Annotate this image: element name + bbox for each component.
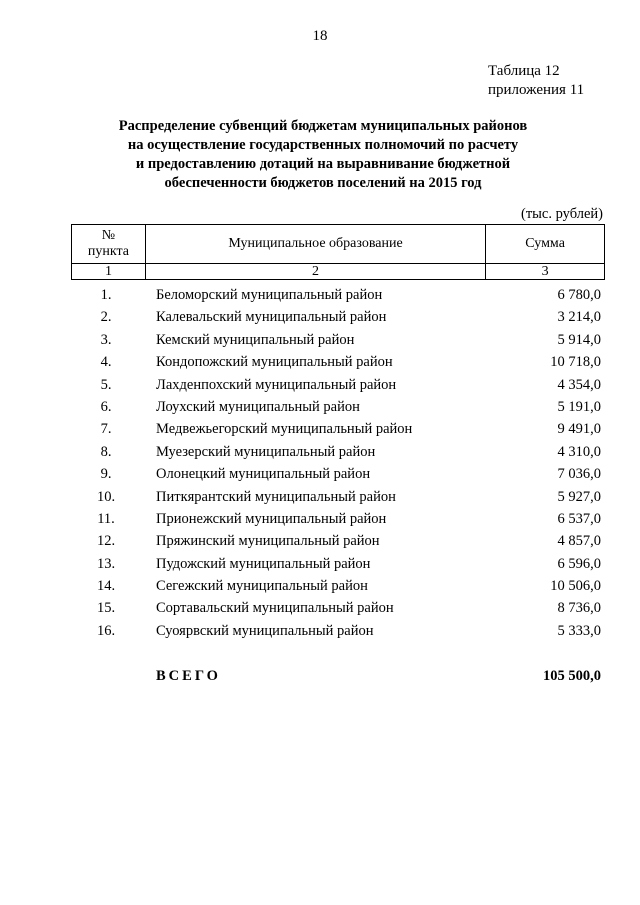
- row-amount: 3 214,0: [557, 309, 601, 326]
- row-number: 13.: [96, 555, 116, 572]
- row-amount: 8 736,0: [557, 600, 601, 617]
- row-number: 11.: [97, 510, 115, 527]
- table-row: [71, 284, 605, 306]
- row-amount: 4 857,0: [557, 533, 601, 550]
- table-row: [71, 306, 605, 328]
- table-row: [71, 530, 605, 552]
- header-number-label: пункта: [87, 244, 129, 259]
- municipality-name: Кондопожский муниципальный район: [156, 354, 393, 371]
- municipality-name: Кемский муниципальный район: [156, 331, 355, 348]
- municipality-name: Муезерский муниципальный район: [156, 443, 376, 460]
- municipality-name: Суоярвский муниципальный район: [156, 622, 374, 639]
- table-row: [71, 418, 605, 440]
- row-amount: 9 491,0: [557, 421, 601, 438]
- row-number: 1.: [100, 287, 112, 303]
- municipality-name: Сегежский муниципальный район: [156, 578, 368, 595]
- column-number-3: 3: [486, 264, 605, 280]
- municipality-name: Прионежский муниципальный район: [156, 510, 387, 527]
- row-number: 8.: [100, 443, 112, 460]
- title-line: обеспеченности бюджетов поселений на 2015 год: [164, 175, 482, 191]
- column-number-2: 2: [145, 264, 485, 280]
- row-number: 3.: [100, 331, 112, 348]
- row-number: 16.: [96, 622, 116, 639]
- table-reference: [488, 62, 584, 100]
- table-row: [71, 463, 605, 485]
- table-row: [71, 374, 605, 396]
- municipality-name: Питкярантский муниципальный район: [156, 488, 396, 505]
- table-row: [71, 441, 605, 463]
- header-amount: Сумма: [486, 225, 605, 264]
- total-row: [71, 665, 605, 687]
- total-label: ВСЕГО: [156, 668, 221, 684]
- row-amount: 7 036,0: [557, 466, 601, 483]
- row-amount: 6 780,0: [557, 287, 601, 303]
- table-row: [71, 351, 605, 373]
- municipality-name: Беломорский муниципальный район: [156, 287, 383, 303]
- municipality-name: Лоухский муниципальный район: [156, 398, 360, 415]
- column-number-1: 1: [72, 264, 146, 280]
- row-number: 12.: [96, 533, 116, 550]
- total-amount: 105 500,0: [543, 668, 601, 684]
- row-amount: 5 333,0: [557, 622, 601, 639]
- row-number: 15.: [96, 600, 116, 617]
- table-row: [71, 508, 605, 530]
- table-row: [71, 620, 605, 642]
- table-row: [71, 396, 605, 418]
- row-amount: 5 914,0: [557, 331, 601, 348]
- units-label: (тыс. рублей): [521, 206, 603, 222]
- row-number: 4.: [100, 354, 112, 371]
- row-amount: 6 596,0: [557, 555, 601, 572]
- header-number: [72, 225, 146, 264]
- row-number: 5.: [100, 376, 112, 393]
- table-row: [71, 575, 605, 597]
- municipality-name: Медвежьегорский муниципальный район: [156, 421, 413, 438]
- table-row: [71, 329, 605, 351]
- row-amount: 4 310,0: [557, 443, 601, 460]
- row-number: 2.: [100, 309, 112, 326]
- title-line: и предоставлению дотаций на выравнивание бюджетной: [135, 156, 511, 172]
- page-number: 18: [312, 28, 328, 44]
- row-number: 10.: [96, 488, 116, 505]
- row-number: 9.: [100, 466, 112, 483]
- table-number: Таблица 12: [488, 63, 560, 79]
- row-amount: 10 506,0: [550, 578, 601, 595]
- header-number-symbol: №: [101, 228, 116, 243]
- municipality-name: Калевальский муниципальный район: [156, 309, 387, 326]
- header-municipality: Муниципальное образование: [145, 225, 485, 264]
- row-number: 14.: [96, 578, 116, 595]
- appendix-number: приложения 11: [488, 82, 585, 98]
- municipality-name: Олонецкий муниципальный район: [156, 466, 371, 483]
- row-number: 7.: [100, 421, 112, 438]
- municipality-name: Пряжинский муниципальный район: [156, 533, 380, 550]
- row-amount: 5 927,0: [557, 488, 601, 505]
- municipality-name: Пудожский муниципальный район: [156, 555, 371, 572]
- table-body: [71, 284, 605, 642]
- municipality-name: Лахденпохский муниципальный район: [156, 376, 397, 393]
- table-header: [71, 224, 605, 280]
- row-amount: 4 354,0: [557, 376, 601, 393]
- row-amount: 10 718,0: [550, 354, 601, 371]
- title-line: Распределение субвенций бюджетам муниципальных районов: [118, 118, 528, 134]
- document-title: [80, 117, 566, 193]
- table-row: [71, 553, 605, 575]
- table-row: [71, 597, 605, 619]
- row-amount: 6 537,0: [557, 510, 601, 527]
- row-amount: 5 191,0: [557, 398, 601, 415]
- municipality-name: Сортавальский муниципальный район: [156, 600, 394, 617]
- title-line: на осуществление государственных полномочий по расчету: [127, 137, 519, 153]
- table-row: [71, 486, 605, 508]
- row-number: 6.: [100, 398, 112, 415]
